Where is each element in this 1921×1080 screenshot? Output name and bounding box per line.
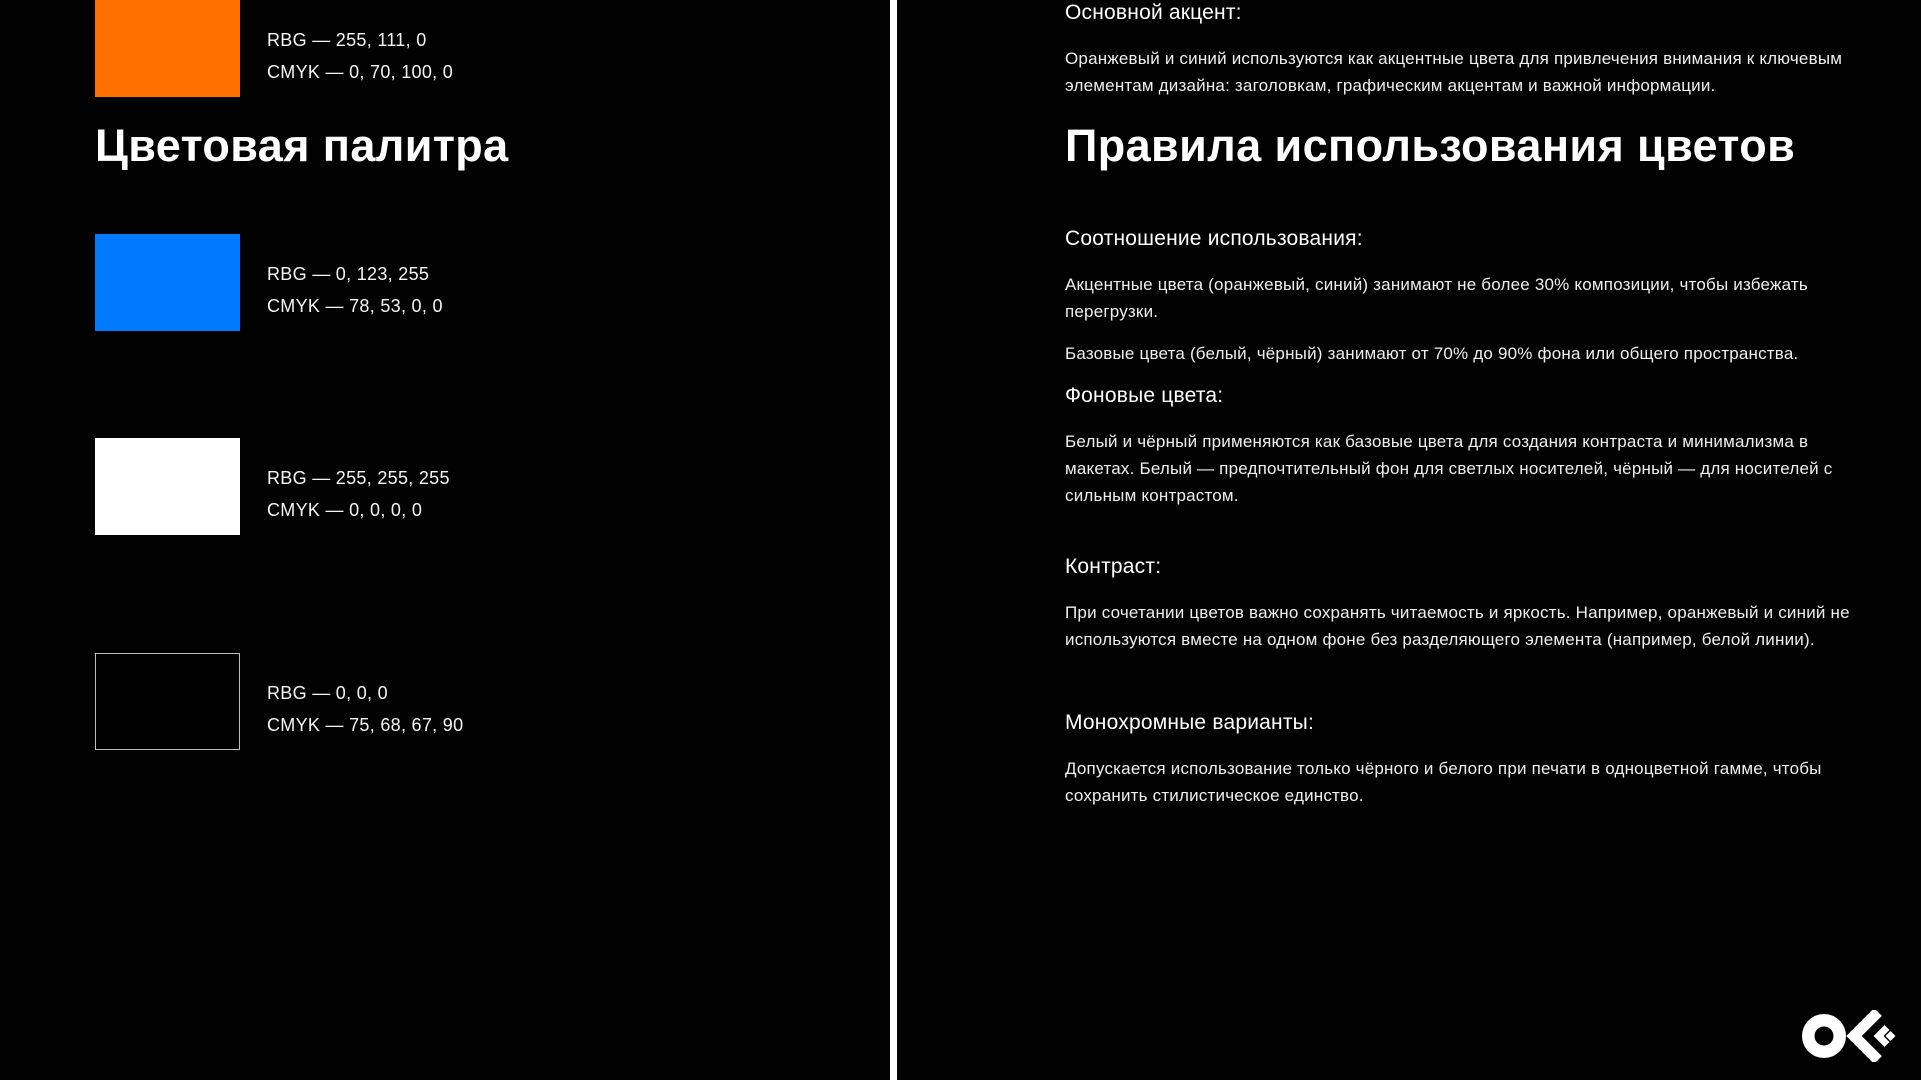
rule-heading: Монохромные варианты: (1065, 711, 1314, 734)
ring-icon (1802, 1014, 1846, 1058)
rule-section-usage-ratio (1065, 226, 1873, 367)
color-palette-panel (0, 0, 890, 1080)
swatch-labels (267, 462, 450, 526)
rgb-value: RBG — 0, 123, 255 (267, 264, 430, 284)
swatch-labels (267, 677, 463, 741)
rule-heading: Соотношение использования: (1065, 227, 1363, 250)
rule-paragraph: Допускается использование только чёрного и белого при печати в одноцветной гамме, чтобы сохранить стилистическое единство. (1065, 759, 1822, 805)
cmyk-value: CMYK — 0, 70, 100, 0 (267, 62, 454, 82)
rule-paragraph: Оранжевый и синий используются как акцентные цвета для привлечения внимания к ключевым элементам дизайна: заголовкам, графическим акцентам и важной информации. (1065, 49, 1843, 95)
rule-section-monochrome (1065, 710, 1873, 809)
rules-title: Правила использования цветов (1065, 120, 1796, 171)
rule-paragraph: Белый и чёрный применяются как базовые цвета для создания контраста и минимализма в макетах. Белый — предпочтительный фон для светлых носителей, чёрный — для носителей с сильным контрастом. (1065, 432, 1833, 505)
brand-logo (1802, 1010, 1898, 1062)
rule-paragraph: При сочетании цветов важно сохранять читаемость и яркость. Например, оранжевый и синий не используются вместе на одном фоне без разделяющего элемента (например, белой линии). (1065, 603, 1850, 649)
rule-heading: Контраст: (1065, 555, 1162, 578)
rule-paragraph: Базовые цвета (белый, чёрный) занимают от 70% до 90% фона или общего пространства. (1065, 344, 1799, 363)
palette-title: Цветовая палитра (95, 120, 509, 171)
cmyk-value: CMYK — 78, 53, 0, 0 (267, 296, 443, 316)
rule-section-main-accent (1065, 0, 1873, 99)
color-swatch-blue (95, 234, 240, 331)
color-swatch-orange (95, 0, 240, 97)
swatch-labels (267, 258, 443, 322)
rgb-value: RBG — 0, 0, 0 (267, 683, 388, 703)
rgb-value: RBG — 255, 111, 0 (267, 30, 427, 50)
rule-section-background-colors (1065, 383, 1873, 509)
rule-heading: Основной акцент: (1065, 1, 1242, 24)
cmyk-value: CMYK — 0, 0, 0, 0 (267, 500, 423, 520)
rgb-value: RBG — 255, 255, 255 (267, 468, 450, 488)
rule-section-contrast (1065, 554, 1873, 653)
panel-divider (890, 0, 897, 1080)
color-swatch-white (95, 438, 240, 535)
usage-rules-panel (897, 0, 1921, 1080)
swatch-labels (267, 24, 453, 88)
double-chevron-left-icon (1854, 1012, 1896, 1060)
rule-heading: Фоновые цвета: (1065, 384, 1224, 407)
rule-paragraph: Акцентные цвета (оранжевый, синий) занимают не более 30% композиции, чтобы избежать перегрузки. (1065, 275, 1808, 321)
cmyk-value: CMYK — 75, 68, 67, 90 (267, 715, 464, 735)
color-swatch-black (95, 653, 240, 750)
